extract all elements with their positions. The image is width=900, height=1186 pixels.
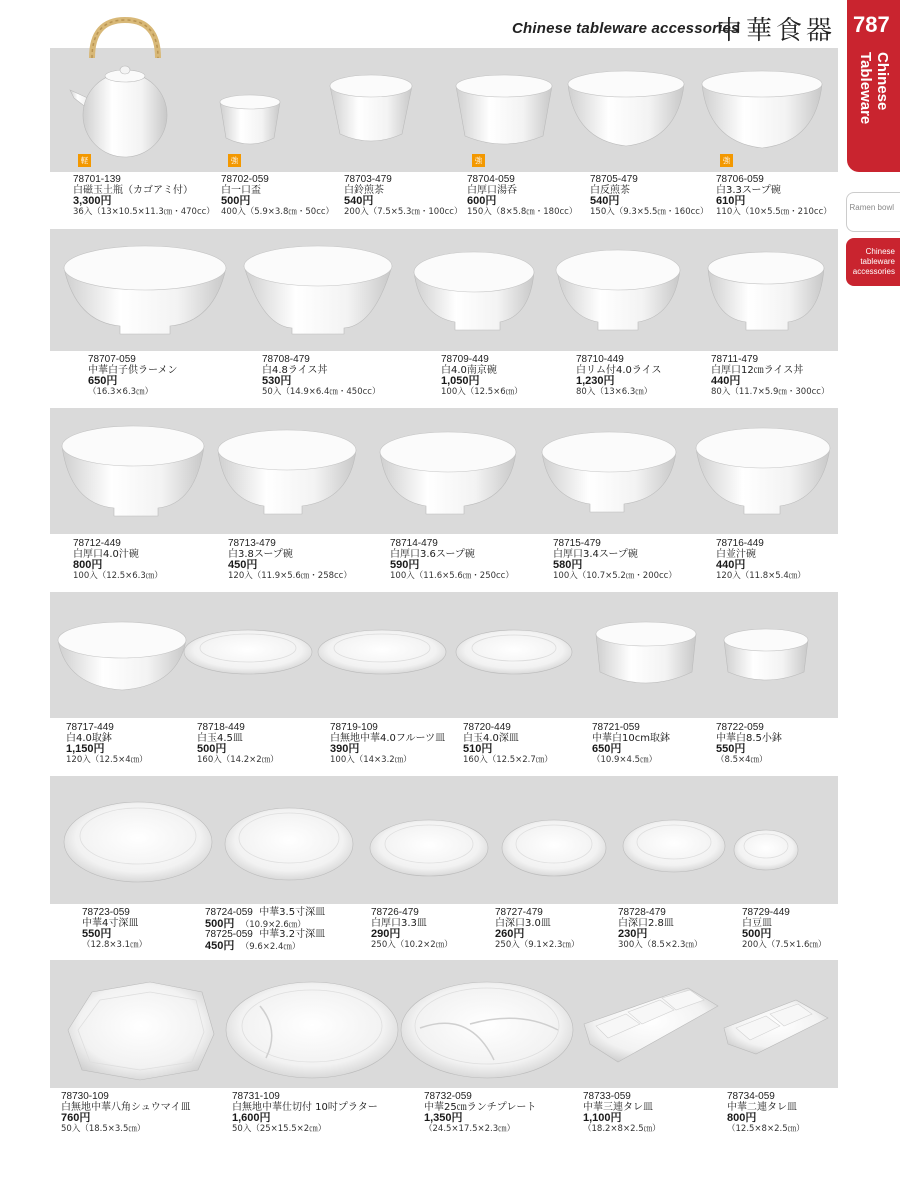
product-price: 590円 (390, 559, 420, 571)
product-78720-449[interactable] (463, 723, 553, 765)
product-price: 610円 (716, 195, 746, 207)
plate-30-image (502, 820, 606, 876)
product-price: 1,600円 (232, 1112, 271, 1124)
product-code: 78710-449 (576, 354, 624, 365)
soup-bowl-large-image (62, 426, 204, 516)
product-spec: 80入（11.7×5.9㎝・300cc） (711, 386, 830, 397)
octagonal-plate-image (68, 982, 214, 1080)
rice-bowl-large-image (244, 246, 392, 334)
product-spec: 50入（18.5×3.5㎝） (61, 1123, 146, 1134)
product-name: 白無地中華4.0フルーツ皿 (330, 732, 446, 744)
product-code: 78727-479 (495, 907, 543, 918)
product-name: 白リム付4.0ライス (576, 364, 662, 376)
product-code: 78732-059 (424, 1091, 472, 1102)
badge-strong: 強 (720, 154, 733, 167)
plate-45-image (184, 630, 312, 674)
product-code: 78720-449 (463, 722, 511, 733)
product-code: 78707-059 (88, 354, 136, 365)
product-code: 78731-109 (232, 1091, 280, 1102)
product-spec: 200入（7.5×1.6㎝） (742, 939, 827, 950)
product-name: 白反煎茶 (590, 184, 630, 196)
product-code: 78734-059 (727, 1091, 775, 1102)
product-name: 中華二連タレ皿 (727, 1101, 797, 1113)
product-spec: （18.2×8×2.5㎝） (583, 1123, 661, 1134)
product-code: 78722-059 (716, 722, 764, 733)
product-code: 78730-109 (61, 1091, 109, 1102)
product-price: 500円 (221, 195, 251, 207)
product-name: 中華白10cm取鉢 (592, 732, 670, 744)
product-78709-449[interactable] (441, 355, 523, 397)
product-78717-449[interactable] (66, 723, 148, 765)
product-name: 白無地中華八角シュウマイ皿 (61, 1101, 191, 1113)
product-code: 78715-479 (553, 538, 601, 549)
sencha-cup-image (568, 71, 684, 146)
page-number: 787 (853, 12, 890, 37)
product-78734-059[interactable] (727, 1092, 805, 1134)
product-spec: 120入（12.5×4㎝） (66, 754, 148, 765)
product-name: 白並汁碗 (716, 548, 756, 560)
product-name: 白豆皿 (742, 917, 772, 929)
cup-image (220, 95, 280, 144)
miso-bowl-image (696, 428, 830, 514)
teacup-image (330, 75, 412, 141)
product-78712-449[interactable] (73, 539, 163, 581)
product-78710-449[interactable] (576, 355, 662, 397)
product-spec: （10.9×4.5㎝） (592, 754, 658, 765)
product-78707-059[interactable] (88, 355, 178, 397)
product-78727-479[interactable] (495, 908, 579, 950)
product-price: 550円 (716, 743, 746, 755)
product-78701-139[interactable] (73, 175, 215, 217)
product-code: 78714-479 (390, 538, 438, 549)
product-spec: 100入（11.6×5.6㎝・250cc） (390, 570, 514, 581)
product-spec: 120入（11.9×5.6㎝・258cc） (228, 570, 352, 581)
product-price: 440円 (711, 375, 741, 387)
product-78728-479[interactable] (618, 908, 702, 950)
double-sauce-dish-image (724, 1000, 828, 1054)
product-78706-059[interactable] (716, 175, 832, 217)
rim-rice-bowl-image (556, 250, 680, 330)
product-78702-059[interactable] (221, 175, 334, 217)
product-name: 白3.3スープ碗 (716, 184, 781, 196)
badge-light: 軽 (78, 154, 91, 167)
product-78729-449[interactable] (742, 908, 826, 950)
product-spec: （12.8×3.1㎝） (82, 939, 148, 950)
product-price: 3,300円 (73, 195, 112, 207)
product-price: 550円 (82, 928, 112, 940)
product-price: 450円 (205, 939, 235, 952)
product-name: 白厚口湯呑 (467, 184, 517, 196)
product-price: 500円 (205, 917, 235, 930)
product-spec: （24.5×17.5×2.3㎝） (424, 1123, 516, 1134)
product-spec: 100入（12.5×6㎝） (441, 386, 523, 397)
product-price: 260円 (495, 928, 525, 940)
product-code: 78716-449 (716, 538, 764, 549)
product-price: 440円 (716, 559, 746, 571)
deep-plate-40-image (456, 630, 572, 674)
side-tab-chinese-tableware[interactable]: Chinese tableware accessories (846, 238, 900, 286)
soup-bowl-38-image (218, 430, 356, 514)
product-name: 白厚口3.6スープ碗 (390, 548, 475, 560)
product-spec: 250入（10.2×2㎝） (371, 939, 453, 950)
product-price: 650円 (592, 743, 622, 755)
product-name: 白鈴煎茶 (344, 184, 384, 196)
product-spec: 36入（13×10.5×11.3㎝・470cc） (73, 206, 215, 217)
product-spec: 100入（14×3.2㎝） (330, 754, 412, 765)
product-name: 白一口盃 (221, 184, 261, 196)
product-code: 78703-479 (344, 174, 392, 185)
product-price: 290円 (371, 928, 401, 940)
product-name: 中華25㎝ランチプレート (424, 1101, 537, 1113)
product-name: 白無地中華仕切付 10吋プラター (232, 1101, 378, 1113)
product-name: 白厚口3.3皿 (371, 917, 427, 929)
product-name: 中華白子供ラーメン (88, 364, 178, 376)
product-spec: 120入（11.8×5.4㎝） (716, 570, 806, 581)
product-spec: （12.5×8×2.5㎝） (727, 1123, 805, 1134)
product-78711-479[interactable] (711, 355, 829, 397)
product-name: 白4.0南京碗 (441, 364, 497, 376)
chapter-label: Chinese Tableware (857, 52, 891, 125)
product-price: 530円 (262, 375, 292, 387)
product-78721-059[interactable] (592, 723, 670, 765)
product-spec: 100入（12.5×6.3㎝） (73, 570, 163, 581)
product-name: 白4.0取鉢 (66, 732, 112, 744)
product-78703-479[interactable] (344, 175, 462, 217)
product-code: 78702-059 (221, 174, 269, 185)
product-code: 78719-109 (330, 722, 378, 733)
product-name: 白3.8スープ碗 (228, 548, 293, 560)
product-name: 白玉4.5皿 (197, 732, 243, 744)
small-bowl-85-image (724, 629, 808, 680)
product-78719-109[interactable] (330, 723, 445, 765)
ramen-bowl-image (64, 246, 226, 334)
product-spec: 110入（10×5.5㎝・210cc） (716, 206, 832, 217)
fruit-dish-image (318, 630, 446, 674)
product-spec: （8.5×4㎝） (716, 754, 768, 765)
product-price: 500円 (197, 743, 227, 755)
product-price: 230円 (618, 928, 648, 940)
product-spec: 160入（14.2×2㎝） (197, 754, 279, 765)
divided-platter-image (226, 982, 398, 1078)
product-code: 78712-449 (73, 538, 121, 549)
product-78716-449[interactable] (716, 539, 806, 581)
product-spec: 150入（8×5.8㎝・180cc） (467, 206, 578, 217)
product-code: 78717-449 (66, 722, 114, 733)
soup-bowl-image (702, 71, 822, 148)
product-spec: 160入（12.5×2.7㎝） (463, 754, 553, 765)
plate-28-image (623, 820, 725, 872)
product-price: 650円 (88, 375, 118, 387)
product-code: 78705-479 (590, 174, 638, 185)
product-code: 78711-479 (711, 354, 759, 365)
product-spec: （10.9×2.6㎝） (240, 919, 306, 930)
product-price: 500円 (742, 928, 772, 940)
product-price: 540円 (344, 195, 374, 207)
triple-sauce-dish-image (584, 988, 718, 1062)
product-price: 1,350円 (424, 1112, 463, 1124)
product-78704-059[interactable] (467, 175, 577, 217)
product-code: 78713-479 (228, 538, 276, 549)
yunomi-image (456, 75, 552, 144)
product-spec: 400入（5.9×3.8㎝・50cc） (221, 206, 335, 217)
product-spec: 100入（10.7×5.2㎝・200cc） (553, 570, 677, 581)
product-name: 白深口3.0皿 (495, 917, 551, 929)
product-code: 78708-479 (262, 354, 310, 365)
deep-plate-35sun-image (225, 808, 353, 880)
product-price: 580円 (553, 559, 583, 571)
product-spec: 300入（8.5×2.3㎝） (618, 939, 703, 950)
product-name: 中華白8.5小鉢 (716, 732, 782, 744)
deep-plate-4sun-image (64, 802, 212, 882)
product-78714-479[interactable] (390, 539, 514, 581)
badge-strong: 強 (228, 154, 241, 167)
product-price: 800円 (73, 559, 103, 571)
small-bowl-10-image (596, 622, 696, 683)
product-78705-479[interactable] (590, 175, 708, 217)
product-code: 78709-449 (441, 354, 489, 365)
product-spec: （9.6×2.4㎝） (240, 941, 301, 952)
soup-bowl-34-image (542, 432, 676, 512)
product-code: 78726-479 (371, 907, 419, 918)
side-tab-ramen-bowl[interactable]: Ramen bowl (846, 192, 900, 232)
product-code: 78729-449 (742, 907, 790, 918)
product-code: 78721-059 (592, 722, 640, 733)
product-name: 白磁玉土瓶（カゴアミ付） (73, 184, 193, 196)
product-code: 78704-059 (467, 174, 515, 185)
product-78733-059[interactable] (583, 1092, 661, 1134)
product-name: 白厚口4.0汁碗 (73, 548, 139, 560)
product-78722-059[interactable] (716, 723, 782, 765)
product-spec: 150入（9.3×5.5㎝・160cc） (590, 206, 709, 217)
product-spec: 250入（9.1×2.3㎝） (495, 939, 580, 950)
product-spec: （16.3×6.3㎝） (88, 386, 154, 397)
product-price: 450円 (228, 559, 258, 571)
teapot-image (70, 20, 167, 157)
product-price: 1,150円 (66, 743, 105, 755)
badge-strong: 強 (472, 154, 485, 167)
product-78715-479[interactable] (553, 539, 677, 581)
header-title-jp: 中華食器 (716, 16, 837, 46)
product-code: 78706-059 (716, 174, 764, 185)
product-code: 78728-479 (618, 907, 666, 918)
soup-bowl-36-image (380, 432, 516, 514)
bean-dish-image (734, 830, 798, 870)
nankin-bowl-image (414, 252, 534, 330)
product-code: 78718-449 (197, 722, 245, 733)
product-name: 白4.8ライス丼 (262, 364, 328, 376)
product-name: 中華4寸深皿 (82, 917, 139, 929)
product-code: 78733-059 (583, 1091, 631, 1102)
product-code: 78701-139 (73, 174, 121, 185)
product-78708-479[interactable] (262, 355, 380, 397)
product-price: 800円 (727, 1112, 757, 1124)
product-price: 390円 (330, 743, 360, 755)
product-78726-479[interactable] (371, 908, 453, 950)
product-price: 1,050円 (441, 375, 480, 387)
product-78718-449[interactable] (197, 723, 279, 765)
product-price: 600円 (467, 195, 497, 207)
product-78724-059-78725-059[interactable] (205, 908, 325, 952)
product-spec: 50入（25×15.5×2㎝） (232, 1123, 327, 1134)
product-name: 白厚口12㎝ライス丼 (711, 364, 804, 376)
product-spec: 50入（14.9×6.4㎝・450cc） (262, 386, 381, 397)
product-78713-479[interactable] (228, 539, 352, 581)
product-code: 78723-059 (82, 907, 130, 918)
product-78731-109[interactable] (232, 1092, 378, 1134)
serving-bowl-image (58, 622, 186, 690)
product-name: 中華三連タレ皿 (583, 1101, 653, 1113)
product-name: 中華3.5寸深皿 (259, 907, 326, 918)
product-name: 中華3.2寸深皿 (259, 929, 326, 940)
product-code: 78724-059 (205, 907, 253, 918)
plate-33-image (370, 820, 488, 876)
product-name: 白深口2.8皿 (618, 917, 674, 929)
lunch-plate-image (401, 982, 573, 1078)
product-spec: 80入（13×6.3㎝） (576, 386, 653, 397)
product-price: 1,230円 (576, 375, 615, 387)
thick-rice-bowl-image (708, 252, 824, 330)
product-78732-059[interactable] (424, 1092, 536, 1134)
product-price: 540円 (590, 195, 620, 207)
product-name: 白厚口3.4スープ碗 (553, 548, 638, 560)
product-price: 1,100円 (583, 1112, 622, 1124)
product-78723-059[interactable] (82, 908, 147, 950)
product-78730-109[interactable] (61, 1092, 191, 1134)
product-code: 78725-059 (205, 929, 253, 940)
product-price: 510円 (463, 743, 493, 755)
product-price: 760円 (61, 1112, 91, 1124)
product-spec: 200入（7.5×5.3㎝・100cc） (344, 206, 463, 217)
product-name: 白玉4.0深皿 (463, 732, 519, 744)
header-title-en: Chinese tableware accessories (512, 20, 740, 37)
